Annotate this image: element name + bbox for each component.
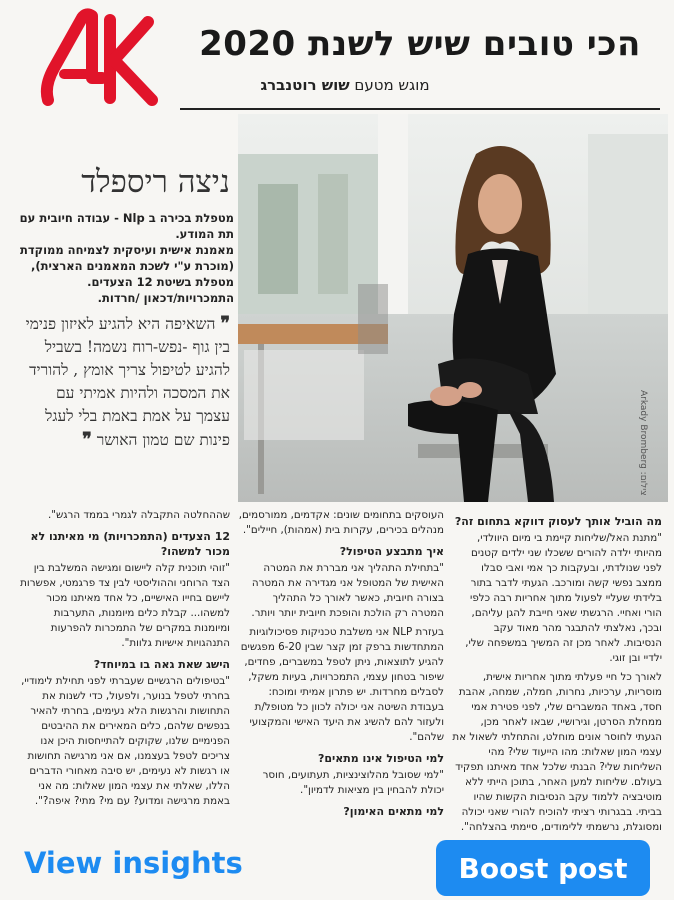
bio-line: מאמנת אישית ועיסקית לצמיחה ממוקדת (מוכרת ע"י לשכת המאמנים הארצית),	[20, 243, 234, 273]
page-subtitle	[170, 76, 520, 94]
view-insights-button[interactable]: View insights	[24, 846, 243, 880]
quote-close-icon: ❞	[82, 429, 92, 450]
column-paragraph: בעזרת NLP אני משלבת טכניקות פסיכולוגיות המתחדשות ברפק זמן קצר שבין 6-20 מפגשים להגיע לתוצאות, ניתן לטפל במשברים, פחדים, שיפור בטחון עצמי, התמכרויות, בעיות משקל, לסבלים מחרדות. יש פתרון אמיתי ומוכח: בעבודת השיטה אני יכולה לכוון כל מטופל/ת ולעזור להם להשיג את היעד האישי והמקצועי שלהם".	[240, 626, 444, 743]
portrait-photo	[238, 114, 668, 502]
column-heading: הישג שאת גאה בו במיוחד?	[93, 658, 230, 671]
column-heading: למי מתאים האימון?	[343, 805, 444, 818]
column-paragraph: העוסקים בתחומים שונים: אקדמים, ממורסמים, מנהלים בכירים, עקרות בית (אמהות), חיילים".	[238, 509, 444, 536]
column-heading: איך מתבצע הטיפול?	[339, 545, 444, 558]
subtitle-name: שוש רוטנברג	[260, 76, 350, 94]
boost-post-button[interactable]: Boost post	[436, 840, 650, 896]
pull-quote-text: השאיפה היא להגיע לאיזון פנימי בין גוף -נפש-רוח נשמה! בשביל להגיע לטיפול צריך אומץ , להוריד את המסכה ולהיות אמיתי עם עצמך על אמת באמת בלי לעגל פינות שם טמון האושר	[25, 315, 230, 449]
bio-line: התמכרויות/דכאון /חרדות.	[97, 291, 234, 305]
profile-bio	[14, 210, 234, 306]
article-column-left	[16, 508, 230, 813]
quote-open-icon: ❞	[220, 313, 230, 334]
ak-logo	[40, 8, 160, 108]
column-heading: למי הטיפול אינו מתאים?	[317, 752, 444, 765]
column-paragraph: "מתנת האל/שליחות קיימת בי מיום היוולדי, מהיותי ילדה להורים ששכלו שני ילדים קטנים לפני שנולדתי, ובעקבות כך אמי ואבי סבלו ממצב נפשי קשה ומורכב. הגעתי לדבר בתור בלידתי שעליי לפעול מתוך אחריות רבה כלפי הורי ואחיי. הרגשתי שאני חייבת להגן עליהם, ובכך, נאלצתי להתבגר מהר מאוד עקב הנסיבות. לאחר מכן זה המשיך במשפחה שלי, ילדיי ובן זוגי.	[465, 532, 662, 664]
photo-credit: Arkady Bromberg :צילום	[638, 390, 648, 496]
page-title: הכי טובים שיש לשנת 2020	[199, 24, 641, 64]
profile-name: ניצה ריספלד	[81, 164, 230, 200]
column-paragraph: "זוהי תוכנית קלה ליישום ומגישה המשלבת בין הצד הרוחני וההוליסטי לבין צד פרגמטי, אפשרות ליישם בחייו האישיים, כל אחד מאיתנו מכור למשהו... קבלת כלים מיומנות, התערבות ומיומנות במקרים של התמכרות להפרעות התנהגויות אישיות גלוות".	[20, 562, 230, 649]
article-column-middle	[238, 508, 444, 821]
subtitle-prefix: מוגש מטעם	[354, 76, 430, 94]
column-paragraph: לאורך כל חיי פעלתי מתוך אחריות אישית, מוסריות, ערכיות, נחרות, חמלה, שמחה, אהבת חסד, באחד המשברים שלי, לפני פטירת אמי ממחלת הסרטן, וגירושיי, שבאו לאחר מכן, הגעתי לחוסר אונים מוחלט, והתחלתי לשאול את עצמי המון שאלות: מהו הייעוד שלי? מהי השליחות שלי? הבנתי שלכל אחד מאיתנו תפקיד בעולם. שליחות למען האחר, בתוכן הייתי ללא מוטיבציה ללמוד עקב הנסיבות הקשות שהיו בביתי. בבגרותי רציתי להוכיח להורי שאני יכולה ומסוגלת, נרשמתי ללימודים, סיימתי בהצלחה".	[452, 671, 662, 833]
article-column-right	[452, 508, 662, 839]
column-paragraph: "בטיפולים הרגשיים שעברתי לפני תחילת לימודיי, בחרתי לטפל בנוער, ולפעול, כדי לשנות את התחושות והרגשות הלא נעימים, בחרתי להאיר בנפשים שלהם, כלים המאירים את ההיבטים הפנימיים שלנו, שקוקים להתייחסות היכן אנו צריכים לטפל בעצמנו, אם אני מרגישה תחושות או רגשות לא נעימים, יש סיבה מאחורי הדברים הללו, שאלתי את עצמי המון שאלות: מה אני באמת מרגישה ומדוע? עם מי? מתי? איפה?".	[21, 675, 230, 807]
column-paragraph: "בתחילת התהליך אני מבררת את המטרה האישית של המטופל אני מגדירה את המטרה בצורה חיובית, כאשר לאורך כל התהליך המטרה רק הולכת והופכת חיובית יותר ויותר.	[251, 562, 444, 619]
column-heading: מה הוביל אותך לעסוק דווקא בתחום זה?	[454, 515, 662, 528]
header-divider	[180, 108, 660, 110]
column-heading: 12 הצעדים (התמכרויות) מי מאיתנו לא מכור למשהו?	[30, 530, 230, 558]
column-paragraph: שההחלטה התקבלה לגמרי בממד הרגש".	[47, 509, 230, 521]
bio-line: מטפלת בשיטת 12 הצעדים.	[87, 275, 234, 289]
bio-line: מטפלת בכירה ב Nlp - עבודה חיובית עם תת המודע.	[19, 211, 234, 241]
column-paragraph: "למי שסובל מהלוצינציות, תעתועים, חוסר יכולת להבחין בין מציאות לדמיון".	[262, 769, 444, 796]
pull-quote	[18, 312, 230, 452]
